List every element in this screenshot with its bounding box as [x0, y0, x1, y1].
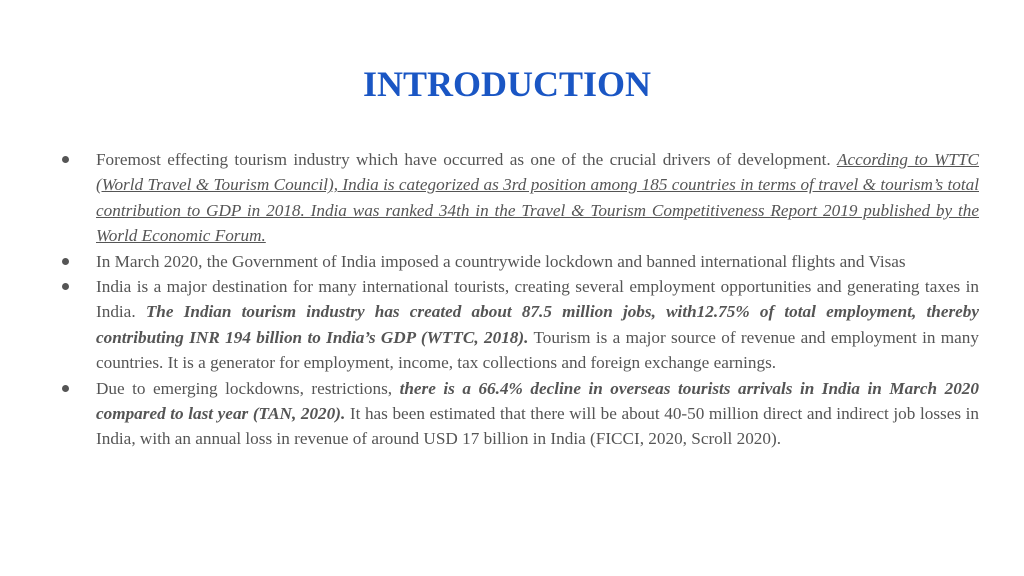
bullet-text: Due to emerging lockdowns, restrictions, — [96, 378, 400, 398]
bullet-emphasis-bold: there is a 66.4% decline in overseas tourists arrivals in India in March 2020 compared to last year (TAN, 2020). — [96, 378, 979, 424]
bullet-dot-icon — [62, 385, 69, 392]
bullet-text: In March 2020, the Government of India imposed a countrywide lockdown and banned international flights and Visas — [96, 251, 906, 271]
bullet-emphasis-bold: The Indian tourism industry has created about 87.5 million jobs, with12.75% of total employment, thereby contributing INR 194 billion to India’s GDP (WTTC, 2018). — [96, 302, 979, 347]
bullet-item-decline — [96, 376, 979, 452]
bullet-text: India is a major destination for many international tourists, creating several employment opportunities and generating taxes in India. — [96, 277, 979, 322]
bullet-dot-icon — [62, 283, 69, 290]
bullet-text: Tourism is a major source of revenue and employment in many countries. It is a generator for employment, income, tax collections and foreign exchange earnings. — [96, 327, 979, 373]
bullet-emphasis-underlined: According to WTTC (World Travel & Tourism Council), India is categorized as 3rd position among 185 countries in terms of travel & tourism’s total contribution to GDP in 2018. India was ranked 34th in the Travel & Tourism Competitiveness Report 2019 published by the World Economic Forum. — [96, 150, 979, 246]
bullet-text: It has been estimated that there will be about 40-50 million direct and indirect job losses in India, with an annual loss in revenue of around USD 17 billion in India (FICCI, 2020, Scroll 2020). — [96, 404, 979, 449]
bullet-dot-icon — [62, 258, 69, 265]
bullet-item-lockdown — [96, 249, 979, 274]
bullet-list — [96, 147, 979, 452]
bullet-text: Foremost effecting tourism industry which have occurred as one of the crucial drivers of development. — [96, 150, 838, 169]
bullet-item-employment — [96, 274, 979, 376]
bullet-dot-icon — [62, 156, 69, 163]
slide-title: INTRODUCTION — [362, 64, 652, 104]
bullet-item-tourism-gdp — [96, 147, 979, 249]
